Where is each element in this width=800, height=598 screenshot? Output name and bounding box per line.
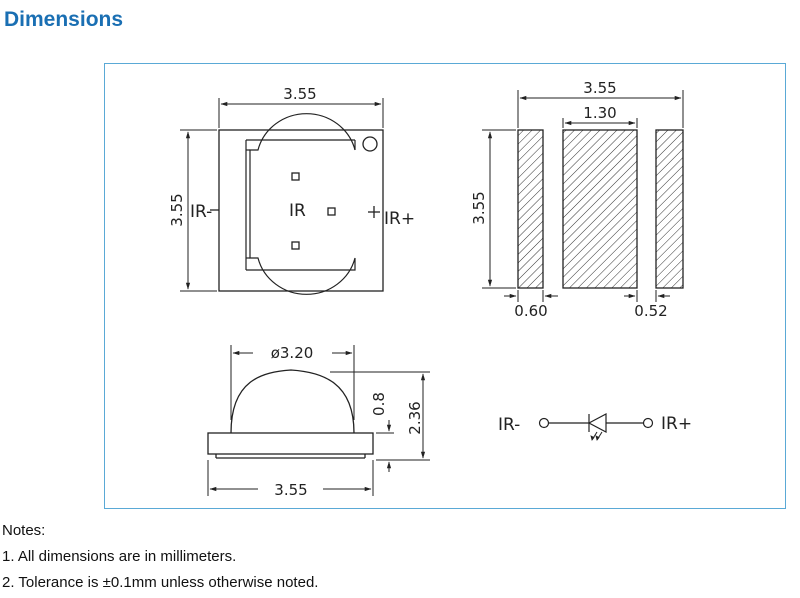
bottom-height-dim: 3.55 (470, 191, 488, 225)
side-view (208, 345, 430, 496)
circuit-label-left: IR- (498, 415, 521, 435)
pad-left (518, 130, 543, 288)
left-pad-dim: 0.60 (514, 302, 548, 320)
top-height-dim: 3.55 (168, 193, 186, 227)
die-pad (292, 173, 299, 180)
pad-right (656, 130, 683, 288)
terminal-right (644, 419, 653, 428)
note-item: 2. Tolerance is ±0.1mm unless otherwise noted. (2, 574, 319, 591)
circuit-label-right: IR+ (661, 414, 693, 434)
top-label-left: IR- (190, 202, 213, 222)
diode-symbol (540, 414, 653, 440)
page-title: Dimensions (4, 8, 124, 31)
polarity-mark-icon (363, 137, 377, 151)
top-width-dim: 3.55 (283, 85, 317, 103)
side-width-dim: 3.55 (274, 481, 308, 499)
note-item: 1. All dimensions are in millimeters. (2, 548, 237, 565)
lens-diameter-dim: ø3.20 (270, 344, 314, 362)
bottom-width-dim: 3.55 (583, 79, 617, 97)
lens-height-dim: 0.8 (370, 392, 388, 416)
die-pad (328, 208, 335, 215)
side-body (208, 433, 373, 454)
notes-heading: Notes: (2, 522, 46, 539)
die-pad (292, 242, 299, 249)
center-pad-dim: 1.30 (583, 104, 617, 122)
notes (2, 518, 318, 596)
pad-center (563, 130, 637, 288)
top-label-right: IR+ (384, 209, 416, 229)
top-view (180, 98, 383, 294)
top-label-center: IR (289, 201, 306, 221)
right-pad-dim: 0.52 (634, 302, 668, 320)
side-lens (231, 370, 354, 433)
terminal-left (540, 419, 549, 428)
total-height-dim: 2.36 (406, 401, 424, 435)
